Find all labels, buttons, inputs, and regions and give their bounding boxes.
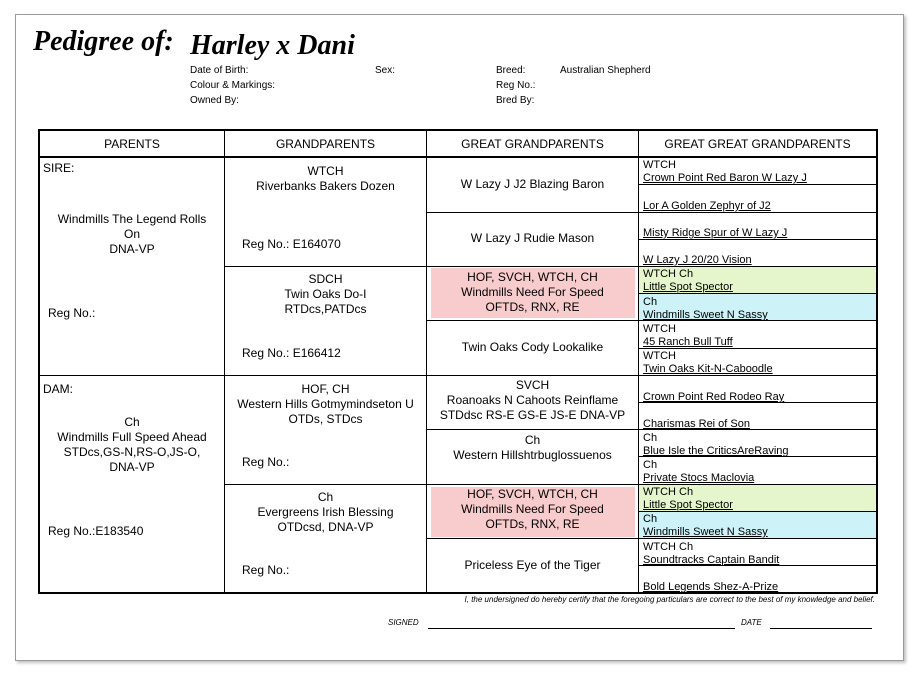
gg-cell: Ch Windmills Sweet N Sassy — [643, 513, 768, 538]
date-line — [770, 628, 872, 629]
sire-ggp2-name: W Lazy J Rudie Mason — [470, 231, 595, 245]
date-label: DATE — [741, 618, 762, 627]
dam-ggp4-name: Priceless Eye of the Tiger — [464, 558, 601, 572]
sire-ggp3-name: HOF, SVCH, WTCH, CH Windmills Need For Speed OFTDs, RNX, RE — [461, 270, 604, 314]
title-name: Harley x Dani — [190, 30, 355, 61]
dam-ggp3-name: HOF, SVCH, WTCH, CH Windmills Need For Speed OFTDs, RNX, RE — [461, 487, 604, 531]
gg-cell: Charismas Rei of Son — [643, 418, 750, 430]
gg-cell: WTCH Ch Soundtracks Captain Bandit — [643, 541, 780, 566]
dam-label: DAM: — [43, 382, 73, 396]
dob-label: Date of Birth: — [190, 65, 249, 76]
col-header-grandparents: GRANDPARENTS — [275, 137, 376, 151]
col-header-great-great-grandparents: GREAT GREAT GRANDPARENTS — [664, 137, 851, 151]
sire-name: Windmills The Legend Rolls On DNA-VP — [57, 212, 207, 256]
sire-gp2-name: SDCH Twin Oaks Do-I RTDcs,PATDcs — [284, 272, 367, 316]
dam-gp1-name: HOF, CH Western Hills Gotmymindseton U OTDs, STDcs — [237, 382, 414, 426]
breed-value: Australian Shepherd — [560, 65, 651, 76]
dam-gp1-reg: Reg No.: — [242, 455, 290, 469]
sire-gp2-reg: Reg No.: E166412 — [242, 346, 341, 360]
gg-cell: WTCH 45 Ranch Bull Tuff — [643, 323, 733, 348]
gg-cell: WTCH Ch Little Spot Spector — [643, 486, 733, 511]
dam-ggp1-name: SVCH Roanoaks N Cahoots Reinflame STDdsc RS-E GS-E JS-E DNA-VP — [439, 378, 626, 422]
gg-cell: WTCH Twin Oaks Kit-N-Caboodle — [643, 350, 773, 375]
sire-ggp4-name: Twin Oaks Cody Lookalike — [461, 340, 604, 354]
gg-cell: Ch Blue Isle the CriticsAreRaving — [643, 432, 789, 457]
sex-label: Sex: — [375, 65, 396, 76]
sire-gp1-name: WTCH Riverbanks Bakers Dozen — [256, 164, 395, 193]
certification-text: I, the undersigned do hereby certify that the foregoing particulars are correct to the best of my knowledge and belief. — [464, 595, 875, 604]
gg-cell: W Lazy J 20/20 Vision — [643, 254, 752, 266]
gg-cell: Ch Windmills Sweet N Sassy — [643, 296, 768, 321]
gg-cell: Crown Point Red Rodeo Ray — [643, 391, 785, 403]
dam-name: Ch Windmills Full Speed Ahead STDcs,GS-N,RS-O,JS-O, DNA-VP — [57, 415, 207, 474]
bredby-label: Bred By: — [496, 95, 535, 106]
col-header-parents: PARENTS — [104, 137, 160, 151]
dam-ggp2-name: Ch Western Hillshtrbuglossuenos — [453, 433, 612, 462]
breed-label: Breed: — [496, 65, 526, 76]
regno-label: Reg No.: — [496, 80, 536, 91]
gg-cell: Bold Legends Shez-A-Prize — [643, 581, 779, 593]
sire-gp1-reg: Reg No.: E164070 — [242, 237, 341, 251]
gg-cell: Lor A Golden Zephyr of J2 — [643, 200, 771, 212]
sire-reg: Reg No.: — [48, 306, 96, 320]
gg-cell: Misty Ridge Spur of W Lazy J — [643, 227, 788, 239]
gg-cell: WTCH Crown Point Red Baron W Lazy J — [643, 159, 807, 184]
title-label: Pedigree of: — [33, 26, 174, 57]
col-header-great-grandparents: GREAT GRANDPARENTS — [461, 137, 604, 151]
signature-line — [428, 628, 735, 629]
gg-cell: WTCH Ch Little Spot Spector — [643, 268, 733, 293]
gg-cell: Ch Private Stocs Maclovia — [643, 459, 755, 484]
sire-ggp1-name: W Lazy J J2 Blazing Baron — [460, 177, 605, 191]
dam-gp2-reg: Reg No.: — [242, 563, 290, 577]
signed-label: SIGNED — [388, 618, 419, 627]
sire-label: SIRE: — [43, 161, 75, 175]
dam-reg: Reg No.:E183540 — [48, 524, 144, 538]
owned-label: Owned By: — [190, 95, 239, 106]
colour-label: Colour & Markings: — [190, 80, 276, 91]
dam-gp2-name: Ch Evergreens Irish Blessing OTDcsd, DNA-VP — [257, 490, 394, 534]
